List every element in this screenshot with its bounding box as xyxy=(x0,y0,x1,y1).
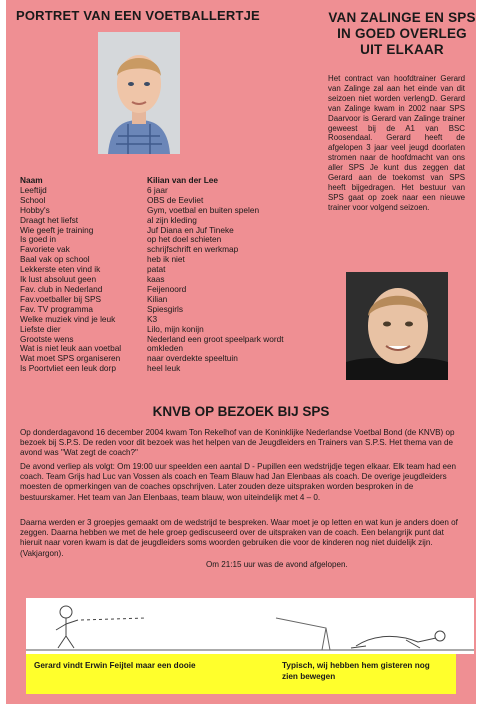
portret-row-label: Fav. TV programma xyxy=(20,304,94,314)
knvb-paragraph-3: Daarna werden er 3 groepjes gemaakt om de wedstrijd te bespreken. Waar moet je op letten en wat kun je anders doen of zeggen. Daarna hebben we met de hele groep gediscuseerd over de uitspraken van de coach. Een belangrijk punt dat hieruit naar voren kwam is dat de jeugdleiders soms woorden gebruiken die voor de kinderen nog niet duidelijk zijn. (Vakjargon). xyxy=(20,518,458,558)
portret-row-label: Wat is niet leuk aan voetbal xyxy=(20,344,122,354)
portret-row-label: Welke muziek vind je leuk xyxy=(20,314,116,324)
portret-row xyxy=(20,176,340,186)
portret-row-value: omkleden xyxy=(147,344,183,354)
man-portrait-photo xyxy=(346,272,448,380)
portret-row xyxy=(20,275,340,285)
portret-row-value: naar overdekte speeltuin xyxy=(147,354,238,364)
portret-row-label: School xyxy=(20,195,46,205)
portret-row-label: Is goed in xyxy=(20,235,56,245)
portret-row-value: op het doel schieten xyxy=(147,235,222,245)
portret-row-label: Draagt het liefst xyxy=(20,215,79,225)
portret-row xyxy=(20,226,340,236)
caption-bar xyxy=(26,654,456,694)
portret-row-label: Ik lust absoluut geen xyxy=(20,275,97,285)
portret-row-label: Lekkerste eten vind ik xyxy=(20,265,101,275)
portret-row xyxy=(20,255,340,265)
portret-row xyxy=(20,335,340,345)
portret-row-label: Leeftijd xyxy=(20,185,47,195)
portret-row xyxy=(20,364,340,374)
portret-row-value: Gym, voetbal en buiten spelen xyxy=(147,205,260,215)
portret-row xyxy=(20,295,340,305)
portret-row-value: patat xyxy=(147,265,166,275)
portret-row-value: al zijn kleding xyxy=(147,215,197,225)
portret-row-value: 6 jaar xyxy=(147,185,168,195)
portret-row xyxy=(20,285,340,295)
portret-row xyxy=(20,186,340,196)
portret-row-label: Fav. club in Nederland xyxy=(20,284,103,294)
portret-row-value: Kilian van der Lee xyxy=(147,176,219,185)
boy-portrait-photo xyxy=(98,32,180,154)
portret-row-value: kaas xyxy=(147,275,165,285)
portret-row xyxy=(20,325,340,335)
zalinge-title: VAN ZALINGE EN SPS IN GOED OVERLEG UIT ELKAAR xyxy=(328,10,476,57)
portret-row xyxy=(20,245,340,255)
knvb-paragraph-2: De avond verliep als volgt: Om 19:00 uur speelden een aantal D - Pupillen een wedstrijdje tegen elkaar. Elk team had een coach. Team Grijs had Luc van Vossen als coach en Team Blauw had Jan Elenbaas als coach. De overige jeugdleiders moesten de opmerkingen van de coaches opschrijven. Later zouden deze uitspraken worden besproken in de bestuurskamer. Het team van Jan Elenbaas, team blauw, won uiteindelijk met 4 – 0. xyxy=(20,462,456,502)
portret-row-value: Feijenoord xyxy=(147,284,187,294)
portret-title: PORTRET VAN EEN VOETBALLERTJE xyxy=(16,8,260,23)
portret-row-label: Hobby's xyxy=(20,205,50,215)
cartoon-sketch xyxy=(26,598,474,654)
portret-row xyxy=(20,235,340,245)
portret-row-value: Spiesgirls xyxy=(147,304,183,314)
caption-right: Typisch, wij hebben hem gisteren nog zien bewegen xyxy=(282,661,430,681)
portret-row-label: Fav.voetballer bij SPS xyxy=(20,294,102,304)
portret-row-value: schrijfschrift en werkmap xyxy=(147,245,239,255)
newsletter-page xyxy=(6,0,476,704)
portret-row xyxy=(20,354,340,364)
portret-row-value: Nederland een groot speelpark wordt xyxy=(147,334,284,344)
portret-row-value: heel leuk xyxy=(147,364,181,374)
knvb-paragraph-4: Om 21:15 uur was de avond afgelopen. xyxy=(206,560,348,569)
portret-row xyxy=(20,305,340,315)
portret-row-label: Baal vak op school xyxy=(20,255,90,265)
portret-info-table xyxy=(20,176,340,374)
portret-row-value: K3 xyxy=(147,314,158,324)
portret-row xyxy=(20,315,340,325)
caption-left: Gerard vindt Erwin Feijtel maar een dooie xyxy=(34,661,196,670)
portret-row-value: OBS de Eevliet xyxy=(147,195,204,205)
portret-row-value: Kilian xyxy=(147,294,168,304)
knvb-paragraph-1: Op donderdagavond 16 december 2004 kwam Ton Rekelhof van de Koninklijke Nederlandse Voetbal Bond (de KNVB) op bezoek bij S.P.S. De reden voor dit bezoek was het helpen van de Jeugdleiders en Trainers van S.P.S. Het thema van de avond was "Wat zegt de coach?" xyxy=(20,428,455,458)
portret-row-value: Lilo, mijn konijn xyxy=(147,324,204,334)
portret-row xyxy=(20,216,340,226)
portret-row xyxy=(20,344,340,354)
zalinge-article-text: Het contract van hoofdtrainer Gerard van Zalinge zal aan het einde van dit seizoen niet worden verlengD. Gerard van Zalinge kwam in 2002 naar SPS Daarvoor is Gerard van Zalinge trainer geweest bij de A1 van BSC Roosendaal. Gerard heeft de afgelopen 3 jaar veel jeugd doorlaten stromen naar de hoofdmacht van ons aller SPS Je kunt dus zeggen dat Gerard aan de toekomst van SPS heeft bijgedragen. Het bestuur van SPS gaat op zoek naar een nieuwe trainer voor volgend seizoen. xyxy=(328,74,465,212)
portret-row-label: Wat moet SPS organiseren xyxy=(20,354,121,364)
portret-row xyxy=(20,196,340,206)
portret-row-value: Juf Diana en Juf Tineke xyxy=(147,225,234,235)
portret-row-label: Liefste dier xyxy=(20,324,61,334)
portret-row-label: Grootste wens xyxy=(20,334,74,344)
portret-row-label: Is Poortvliet een leuk dorp xyxy=(20,364,116,374)
portret-row xyxy=(20,265,340,275)
portret-row-label: Naam xyxy=(20,176,43,185)
knvb-title: KNVB OP BEZOEK BIJ SPS xyxy=(152,404,330,419)
portret-row-label: Favoriete vak xyxy=(20,245,70,255)
portret-row xyxy=(20,206,340,216)
portret-row-label: Wie geeft je training xyxy=(20,225,94,235)
portret-row-value: heb ik niet xyxy=(147,255,185,265)
